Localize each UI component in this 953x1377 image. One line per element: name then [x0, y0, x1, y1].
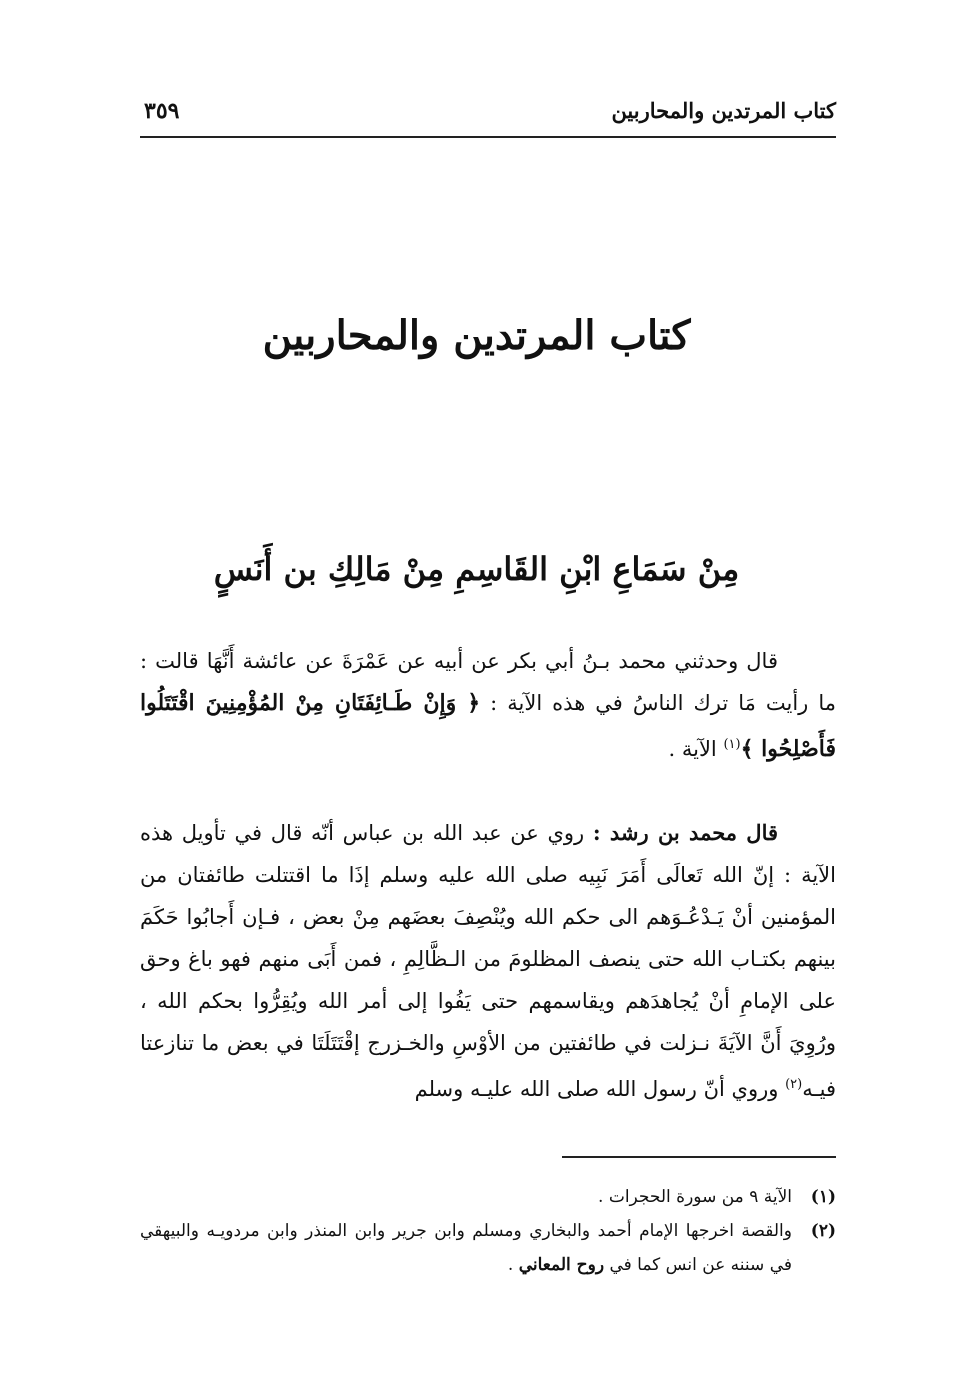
running-title: كتاب المرتدين والمحاربين	[611, 98, 836, 123]
speaker-label: قال محمد بن رشد :	[592, 820, 779, 845]
footnote-text-main: والقصة اخرجها الإمام أحمد والبخاري ومسلم وابن جرير وابن المنذر وابن مردويـه والبيهقي في سننه عن انس كما في	[140, 1221, 792, 1275]
paragraph-2-text-b: وروي أنّ رسول الله صلى الله عليـه وسلم	[414, 1077, 779, 1101]
paragraph-1-text-b: الآية .	[668, 737, 717, 761]
footnote-end: .	[507, 1255, 519, 1275]
book-title: كتاب المرتدين والمحاربين	[262, 312, 691, 359]
quran-verse: ﴿ وَإِنْ طَـائِفَتَانِ مِنْ المُؤْمِنِينَ اقْتَتَلُوا فَأَصْلِحُوا ﴾	[140, 690, 836, 762]
paragraph-1-text-a: قال وحدثني محمد بـنُ أبي بكر عن أبيه عن عَمْرَةَ عن عائشة أَنَّهَا قالت : ما رأيت مَا ترك الناسُ في هذه الآية :	[140, 649, 836, 715]
section-title: مِنْ سَمَاعِ ابْنِ القَاسِمِ مِنْ مَالِكِ بن أَنَسٍ	[213, 550, 740, 588]
page-number: ٣٥٩	[144, 98, 180, 124]
footnote-ref-1: (١)	[723, 737, 741, 752]
paragraph-1	[140, 640, 836, 770]
footnote-source-title: روح المعاني	[518, 1255, 605, 1275]
footnote-separator	[562, 1156, 836, 1158]
footnote-number: (١)	[810, 1187, 836, 1207]
footnote-item	[140, 1180, 836, 1214]
paragraph-2	[140, 812, 836, 1110]
footnotes	[140, 1180, 836, 1282]
footnote-number: (٢)	[810, 1221, 836, 1241]
footnote-text	[140, 1214, 792, 1282]
paragraph-2-text-a: روي عن عبد الله بن عباس أنّه قال في تأويل هذه الآية : إنّ الله تَعالَى أَمَرَ نَبِيه صلى الله عليه وسلم إذَا ما اقتتلت طائفتان من المؤمنين أنْ يَـدْعُـوَهم الى حكم الله ويُنْصِفَ بعضَهم مِنْ بعض ، فـإن أَجابُوا حَكَمَ بينهم بكتـاب الله حتى ينصف المظلومَ من الـظَّالِمِ ، فمن أَبَى منهم فهو باغ وحق على الإمامِ أنْ يُجاهدَهم ويقاسمهم حتى يَفُوا إلى أمر الله ويُقِرُّوا بحكم الله ، ورُوِيَ أَنَّ الآيَةَ نـزلت في طائفتين من الأوْسِ والخـزرج إقْتَتَلَتَا في بعض ما تنازعتا فيـه	[140, 821, 836, 1101]
footnote-ref-2: (٢)	[785, 1077, 803, 1092]
footnote-text: الآية ٩ من سورة الحجرات .	[598, 1187, 792, 1207]
running-header	[140, 96, 836, 138]
footnote-item	[140, 1214, 836, 1282]
